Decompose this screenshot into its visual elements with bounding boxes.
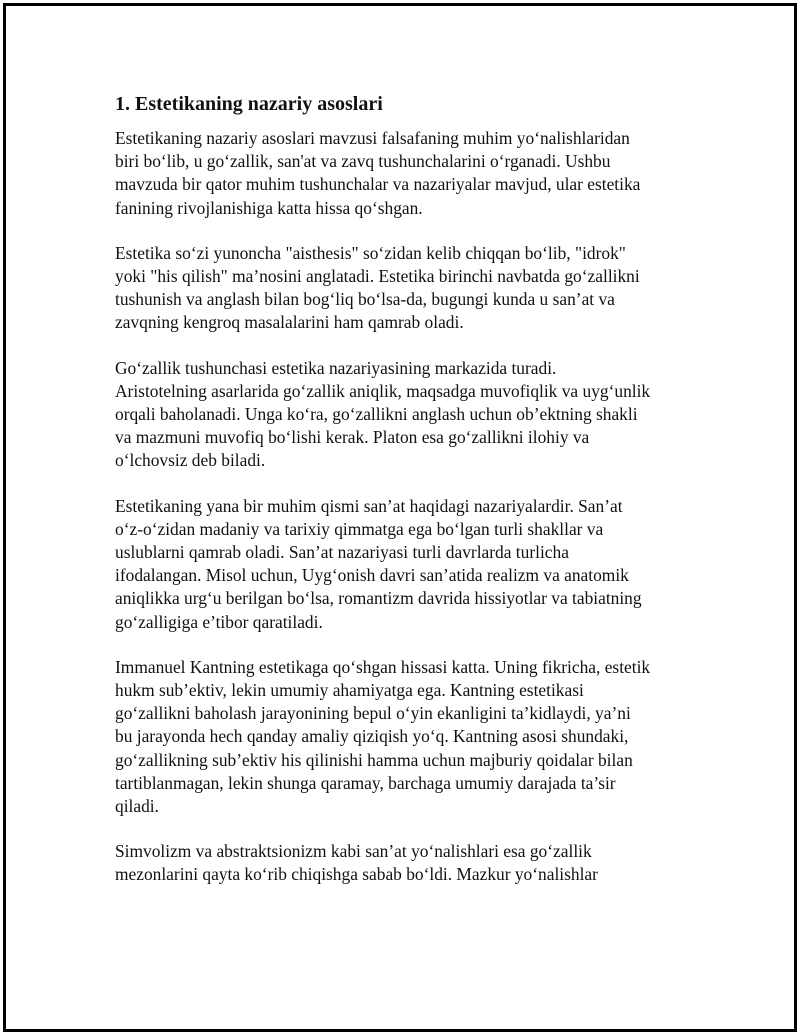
- paragraph-line: tushunish va anglash bilan bog‘liq bo‘lsa-da, bugungi kunda u san’at va: [115, 289, 615, 310]
- paragraph-line: zavqning kengroq masalalarini ham qamrab oladi.: [115, 312, 464, 333]
- paragraph-line: Estetikaning yana bir muhim qismi san’at haqidagi nazariyalardir. San’at: [115, 495, 623, 516]
- paragraph-line: Estetika so‘zi yunoncha "aisthesis" so‘zidan kelib chiqqan bo‘lib, "idrok": [115, 242, 626, 263]
- paragraph-line: yoki "his qilish" ma’nosini anglatadi. Estetika birinchi navbatda go‘zallikni: [115, 266, 640, 287]
- paragraph-line: o‘z-o‘zidan madaniy va tarixiy qimmatga ega bo‘lgan turli shakllar va: [115, 518, 604, 539]
- paragraph-line: Simvolizm va abstraktsionizm kabi san’at yo‘nalishlari esa go‘zallik: [115, 841, 592, 862]
- paragraph-line: biri bo‘lib, u go‘zallik, san'at va zavq tushunchalarini o‘rganadi. Ushbu: [115, 151, 611, 172]
- paragraph-line: go‘zallikni baholash jarayonining bepul o‘yin ekanligini ta’kidlaydi, ya’ni: [115, 703, 631, 724]
- paragraph-line: ifodalangan. Misol uchun, Uyg‘onish davri san’atida realizm va anatomik: [115, 565, 629, 586]
- paragraph-line: Estetikaning nazariy asoslari mavzusi falsafaning muhim yo‘nalishlaridan: [115, 128, 630, 148]
- paragraph-line: aniqlikka urg‘u berilgan bo‘lsa, romantizm davrida hissiyotlar va tabiatning: [115, 588, 642, 609]
- paragraph-line: mezonlarini qayta ko‘rib chiqishga sabab bo‘ldi. Mazkur yo‘nalishlar: [115, 864, 598, 885]
- paragraph-line: o‘lchovsiz deb biladi.: [115, 450, 266, 471]
- paragraph-line: bu jarayonda hech qanday amaliy qiziqish yo‘q. Kantning asosi shundaki,: [115, 726, 629, 747]
- paragraph: [115, 357, 695, 473]
- paragraph-line: Immanuel Kantning estetikaga qo‘shgan hissasi katta. Uning fikricha, estetik: [115, 656, 651, 677]
- paragraph-line: Go‘zallik tushunchasi estetika nazariyasining markazida turadi.: [115, 357, 557, 378]
- paragraph-line: go‘zallikning sub’ektiv his qilinishi hamma uchun majburiy qoidalar bilan: [115, 749, 633, 770]
- paragraph: [115, 840, 695, 886]
- paragraph-container: [115, 127, 695, 887]
- section-heading: 1. Estetikaning nazariy asoslari: [115, 93, 383, 115]
- paragraph-line: go‘zalligiga e’tibor qaratiladi.: [115, 611, 323, 632]
- paragraph: [115, 242, 695, 335]
- paragraph-line: tartiblanmagan, lekin shunga qaramay, barchaga umumiy darajada ta’sir: [115, 772, 616, 793]
- paragraph-line: fanining rivojlanishiga katta hissa qo‘shgan.: [115, 197, 423, 218]
- paragraph-line: mavzuda bir qator muhim tushunchalar va nazariyalar mavjud, ular estetika: [115, 174, 641, 195]
- paragraph-line: orqali baholanadi. Unga ko‘ra, go‘zallikni anglash uchun ob’ektning shakli: [115, 404, 638, 425]
- paragraph: [115, 656, 695, 818]
- paragraph-line: hukm sub’ektiv, lekin umumiy ahamiyatga ega. Kantning estetikasi: [115, 680, 584, 701]
- paragraph-line: va mazmuni muvofiq bo‘lishi kerak. Platon esa go‘zallikni ilohiy va: [115, 427, 590, 448]
- document-body: [115, 91, 695, 909]
- paragraph-line: uslublarni qamrab oladi. San’at nazariyasi turli davrlarda turlicha: [115, 542, 569, 563]
- paragraph-line: qiladi.: [115, 796, 159, 817]
- paragraph: [115, 127, 695, 220]
- paragraph-line: Aristotelning asarlarida go‘zallik aniqlik, maqsadga muvofiqlik va uyg‘unlik: [115, 380, 651, 401]
- paragraph: [115, 495, 695, 634]
